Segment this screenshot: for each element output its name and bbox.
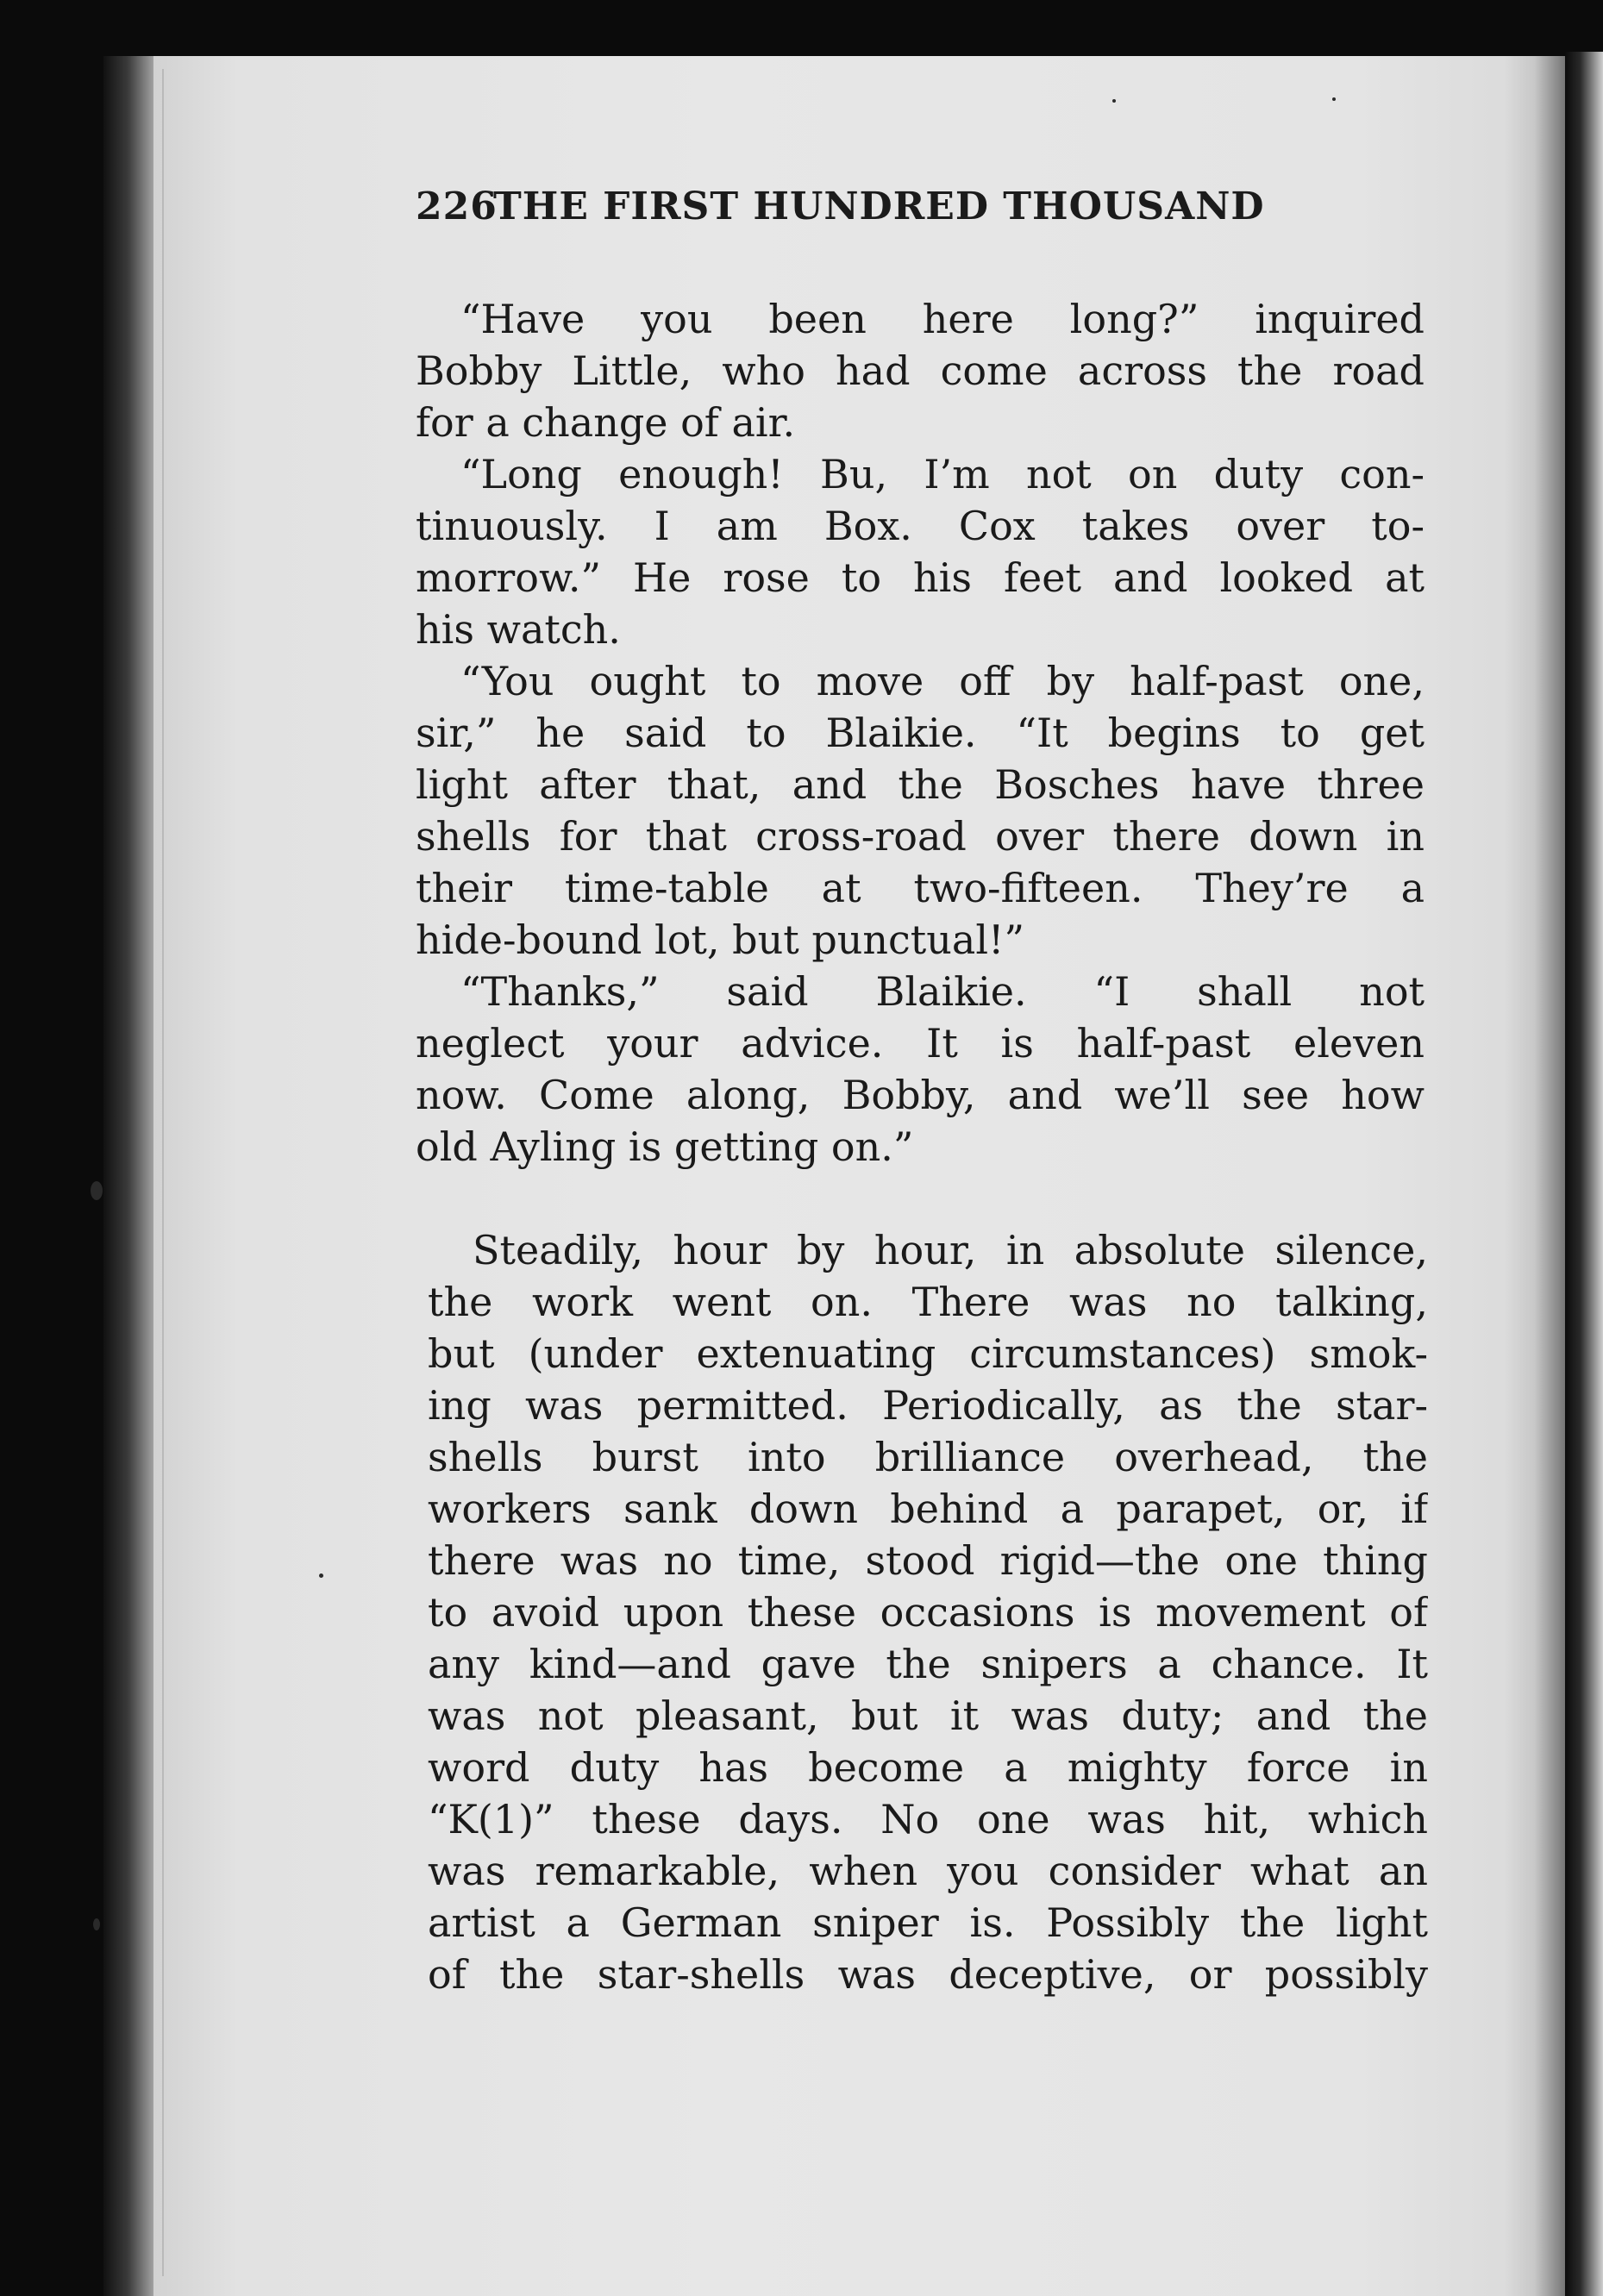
page-edge-rule <box>162 69 164 2276</box>
text-line: “K(1)” these days. No one was hit, which <box>428 1796 1428 1842</box>
text-line: there was no time, stood rigid—the one thing <box>428 1537 1428 1584</box>
dialogue-text-block <box>416 293 1425 1173</box>
text-line: of the star-shells was deceptive, or possibly <box>428 1951 1428 1998</box>
book-title: THE FIRST HUNDRED THOUSAND <box>493 185 1265 228</box>
scan-speck <box>319 1573 323 1578</box>
text-line: neglect your advice. It is half-past eleven <box>416 1020 1425 1067</box>
text-line: for a change of air. <box>416 399 796 446</box>
right-page-edge <box>1565 52 1603 2296</box>
text-line: but (under extenuating circumstances) smok- <box>428 1330 1428 1377</box>
scan-speck <box>1332 97 1336 101</box>
scan-speck <box>1112 99 1116 103</box>
running-head <box>416 185 1425 228</box>
text-line: word duty has become a mighty force in <box>428 1744 1428 1791</box>
text-line: his watch. <box>416 606 621 653</box>
text-line: tinuously. I am Box. Cox takes over to- <box>416 503 1425 549</box>
text-line: “Have you been here long?” inquired <box>460 296 1425 342</box>
text-line: “You ought to move off by half-past one, <box>460 658 1425 704</box>
scan-speck <box>93 1918 100 1930</box>
text-line: ing was permitted. Periodically, as the star- <box>428 1382 1428 1429</box>
narrative-text-block <box>428 1224 1428 2000</box>
text-line: Bobby Little, who had come across the road <box>416 347 1425 394</box>
text-line: Steadily, hour by hour, in absolute silence, <box>473 1227 1428 1273</box>
text-line: workers sank down behind a parapet, or, if <box>428 1486 1428 1532</box>
text-line: hide-bound lot, but punctual!” <box>416 917 1025 963</box>
text-line: was not pleasant, but it was duty; and the <box>428 1692 1428 1739</box>
text-line: was remarkable, when you consider what an <box>428 1848 1428 1894</box>
text-line: any kind—and gave the snipers a chance. It <box>428 1641 1428 1687</box>
text-line: their time-table at two-fifteen. They’re a <box>416 865 1425 911</box>
scan-speck <box>91 1181 103 1200</box>
text-line: shells burst into brilliance overhead, the <box>428 1434 1428 1480</box>
text-line: artist a German sniper is. Possibly the light <box>428 1899 1428 1946</box>
text-line: light after that, and the Bosches have three <box>416 761 1425 808</box>
text-line: shells for that cross-road over there down in <box>416 813 1425 860</box>
text-line: the work went on. There was no talking, <box>428 1279 1428 1325</box>
text-line: sir,” he said to Blaikie. “It begins to get <box>416 710 1425 756</box>
page-number: 226 <box>416 185 498 228</box>
text-line: to avoid upon these occasions is movement of <box>428 1589 1428 1636</box>
text-line: old Ayling is getting on.” <box>416 1123 914 1170</box>
text-line: “Long enough! Bu, I’m not on duty con- <box>460 451 1425 497</box>
text-line: now. Come along, Bobby, and we’ll see how <box>416 1072 1425 1118</box>
text-line: “Thanks,” said Blaikie. “I shall not <box>460 968 1425 1015</box>
text-line: morrow.” He rose to his feet and looked at <box>416 554 1425 601</box>
